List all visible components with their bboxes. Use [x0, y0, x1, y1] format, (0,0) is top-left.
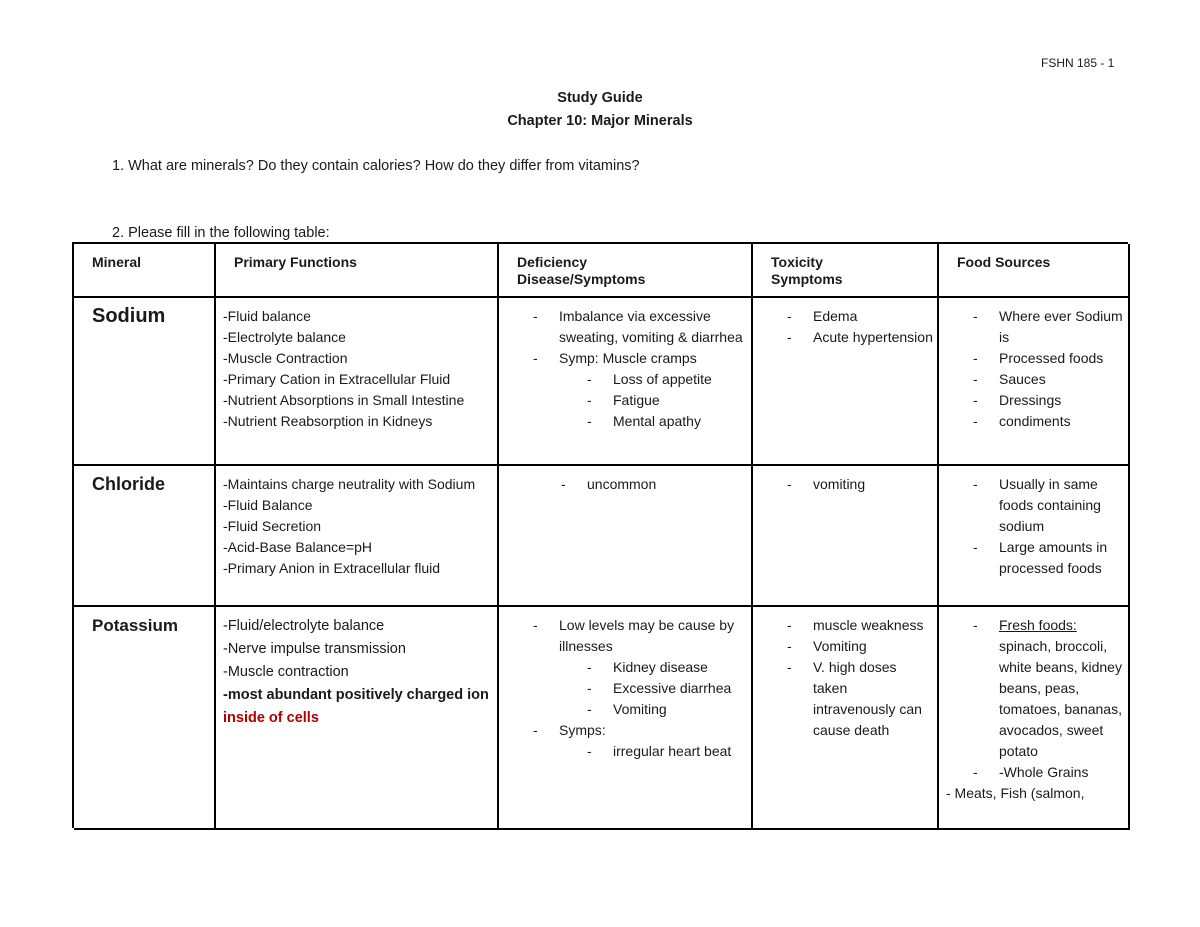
potassium-food-meats: - Meats, Fish (salmon,	[946, 785, 1085, 801]
chloride-deficiency	[499, 466, 753, 607]
header-toxicity	[753, 244, 939, 298]
chloride-function-item: -Acid-Base Balance=pH	[223, 539, 373, 555]
potassium-toxicity-item: - muscle weakness	[787, 615, 933, 636]
mineral-chloride: Chloride	[74, 466, 216, 607]
potassium-food-sources	[939, 607, 1130, 830]
potassium-toxicity-item: - V. high doses taken intravenously can cause death	[787, 657, 933, 741]
minerals-table	[72, 242, 1128, 828]
potassium-deficiency-subitem: - Kidney disease	[587, 657, 747, 678]
potassium-function-item: -Fluid/electrolyte balance	[223, 618, 385, 634]
header-deficiency-line1: Deficiency	[517, 254, 588, 270]
sodium-food-item: - Dressings	[973, 390, 1124, 411]
question-2: 2. Please fill in the following table:	[112, 225, 330, 241]
sodium-food-item: - Sauces	[973, 369, 1124, 390]
chloride-functions	[216, 466, 499, 607]
chloride-function-item: -Fluid Balance	[223, 497, 313, 513]
potassium-food-item	[973, 615, 1124, 762]
potassium-function-highlight: inside of cells	[223, 710, 319, 726]
header-toxicity-line2: Symptoms	[771, 271, 843, 287]
potassium-deficiency-item	[533, 720, 747, 762]
sodium-deficiency-symptoms: Symp: Muscle cramps	[559, 350, 697, 366]
chapter-title: Chapter 10: Major Minerals	[507, 113, 693, 129]
sodium-function-item: -Nutrient Reabsorption in Kidneys	[223, 413, 433, 429]
sodium-toxicity	[753, 298, 939, 466]
sodium-food-sources	[939, 298, 1130, 466]
chloride-function-item: -Maintains charge neutrality with Sodium	[223, 476, 476, 492]
header-food-sources: Food Sources	[939, 244, 1130, 298]
sodium-deficiency	[499, 298, 753, 466]
sodium-functions	[216, 298, 499, 466]
chloride-function-item: -Fluid Secretion	[223, 518, 322, 534]
header-mineral: Mineral	[74, 244, 216, 298]
potassium-function-bold: -most abundant positively charged ion	[223, 687, 489, 703]
page-title: Study Guide	[557, 90, 643, 106]
chloride-food-item: - Usually in same foods containing sodium	[973, 474, 1124, 537]
potassium-deficiency	[499, 607, 753, 830]
sodium-deficiency-item	[533, 348, 747, 432]
mineral-sodium: Sodium	[74, 298, 216, 466]
potassium-deficiency-symptoms: Symps:	[559, 722, 606, 738]
potassium-deficiency-subitem: - Vomiting	[587, 699, 747, 720]
sodium-toxicity-item: - Edema	[787, 306, 933, 327]
chloride-toxicity	[753, 466, 939, 607]
sodium-toxicity-item: - Acute hypertension	[787, 327, 933, 348]
sodium-deficiency-subitem: - Fatigue	[587, 390, 747, 411]
sodium-function-item: -Fluid balance	[223, 308, 311, 324]
potassium-deficiency-item	[533, 615, 747, 720]
sodium-deficiency-item: - Imbalance via excessive sweating, vomiting & diarrhea	[533, 306, 747, 348]
sodium-deficiency-subitem: - Loss of appetite	[587, 369, 747, 390]
sodium-function-item: -Electrolyte balance	[223, 329, 346, 345]
header-deficiency-line2: Disease/Symptoms	[517, 271, 646, 287]
sodium-deficiency-subitem: - Mental apathy	[587, 411, 747, 432]
sodium-food-item: - Processed foods	[973, 348, 1124, 369]
chloride-deficiency-item: - uncommon	[561, 474, 747, 495]
mineral-potassium: Potassium	[74, 607, 216, 830]
potassium-functions	[216, 607, 499, 830]
potassium-function-item: -Muscle contraction	[223, 664, 349, 680]
potassium-deficiency-subitem: - irregular heart beat	[587, 741, 747, 762]
sodium-food-item: - Where ever Sodium is	[973, 306, 1124, 348]
potassium-food-item: - -Whole Grains	[973, 762, 1124, 783]
potassium-toxicity	[753, 607, 939, 830]
chloride-food-item: - Large amounts in processed foods	[973, 537, 1124, 579]
header-deficiency	[499, 244, 753, 298]
sodium-function-item: -Nutrient Absorptions in Small Intestine	[223, 392, 465, 408]
sodium-function-item: -Muscle Contraction	[223, 350, 348, 366]
header-toxicity-line1: Toxicity	[771, 254, 823, 270]
potassium-function-item: -Nerve impulse transmission	[223, 641, 406, 657]
potassium-deficiency-subitem: - Excessive diarrhea	[587, 678, 747, 699]
header-functions: Primary Functions	[216, 244, 499, 298]
chloride-food-sources	[939, 466, 1130, 607]
potassium-deficiency-cause: Low levels may be cause by illnesses	[559, 617, 735, 654]
question-1: 1. What are minerals? Do they contain calories? How do they differ from vitamins?	[112, 158, 640, 174]
sodium-food-item: - condiments	[973, 411, 1124, 432]
chloride-toxicity-item: - vomiting	[787, 474, 933, 495]
fresh-foods-label: Fresh foods:	[999, 617, 1077, 633]
potassium-toxicity-item: - Vomiting	[787, 636, 933, 657]
page-number: FSHN 185 - 1	[1041, 56, 1115, 70]
potassium-function-item	[223, 684, 497, 730]
sodium-function-item: -Primary Cation in Extracellular Fluid	[223, 371, 451, 387]
fresh-foods-list: spinach, broccoli, white beans, kidney beans, peas, tomatoes, bananas, avocados, sweet potato	[999, 638, 1122, 759]
chloride-function-item: -Primary Anion in Extracellular fluid	[223, 560, 441, 576]
